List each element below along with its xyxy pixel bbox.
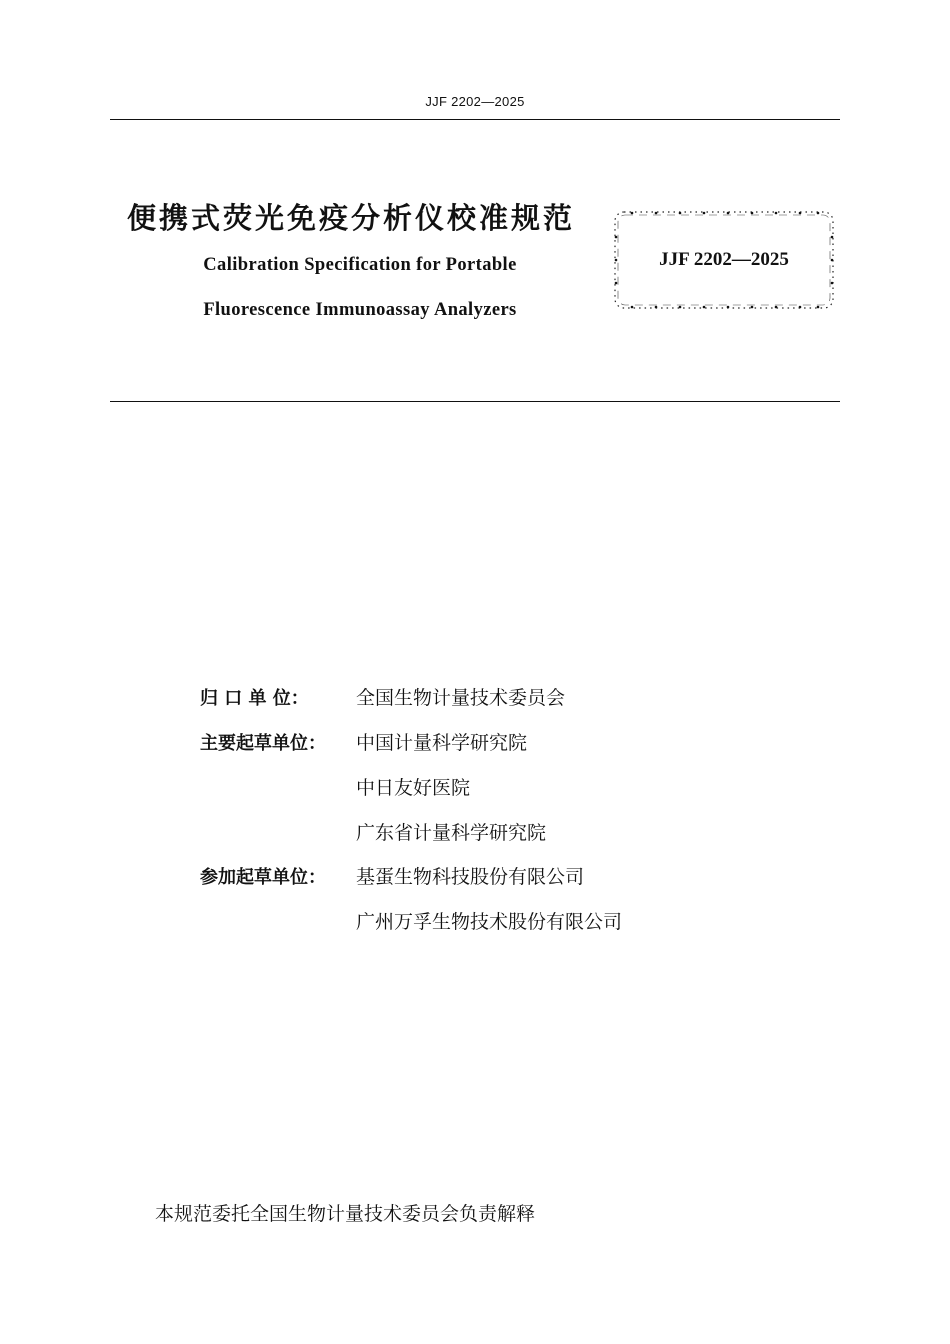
main-drafting-row (200, 728, 527, 755)
title-chinese: 便携式荧光免疫分析仪校准规范 (127, 201, 576, 235)
participating-drafting-unit: 广州万孚生物技术股份有限公司 (356, 911, 623, 933)
main-drafting-row (200, 773, 470, 800)
responsible-unit-row (200, 683, 565, 710)
title-english-line2: Fluorescence Immunoassay Analyzers (203, 300, 517, 320)
main-drafting-unit: 中日友好医院 (356, 777, 471, 799)
participating-drafting-unit: 基蛋生物科技股份有限公司 (356, 866, 585, 888)
standard-code-text: JJF 2202—2025 (659, 249, 789, 270)
header-standard-code: JJF 2202—2025 (425, 94, 525, 109)
participating-drafting-row (200, 862, 584, 889)
main-drafting-label: 主要起草单位： (200, 733, 326, 754)
participating-drafting-row (200, 907, 622, 934)
responsible-unit-label: 归 口 单 位： (200, 688, 309, 709)
participating-drafting-label: 参加起草单位： (200, 867, 326, 888)
responsible-unit-value: 全国生物计量技术委员会 (356, 687, 566, 709)
main-drafting-row (200, 818, 546, 845)
main-drafting-unit: 广东省计量科学研究院 (356, 822, 547, 844)
header-rule (110, 119, 840, 120)
main-drafting-unit: 中国计量科学研究院 (356, 732, 528, 754)
standard-code-box (612, 209, 836, 311)
interpretation-note: 本规范委托全国生物计量技术委员会负责解释 (155, 1203, 536, 1225)
title-english-line1: Calibration Specification for Portable (203, 255, 517, 275)
section-rule (110, 401, 840, 402)
